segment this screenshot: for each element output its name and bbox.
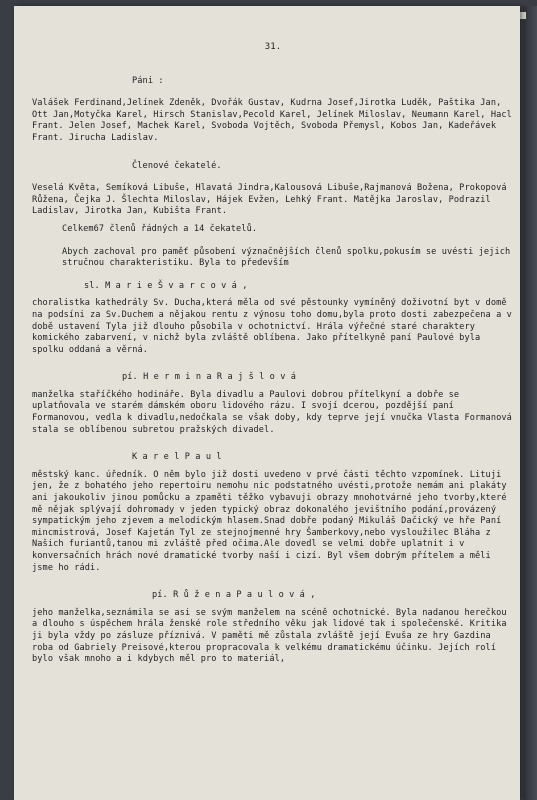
section-body-pani: Valášek Ferdinand,Jelínek Zdeněk, Dvořák Gustav, Kudrna Josef,Jirotka Luděk, Paštika Jan, Ott Jan,Motyčka Karel, Hirsch Stanislav,Pecold Karel, Jelínek Miloslav, Neumann Karel, Hacl Frant. Jelen Josef, Machek Karel, Svoboda Vojtěch, Svoboda Přemysl, Kobos Jan, Kadeřávek Frant. Jirucha Ladislav. bbox=[32, 98, 512, 143]
member-name-paul: K a r e l P a u l bbox=[132, 452, 222, 463]
member-name-paulova: pí. R ů ž e n a P a u l o v á , bbox=[152, 590, 316, 601]
total-line: Celkem67 členů řádných a 14 čekatelů. bbox=[62, 223, 258, 234]
member-body-paul: městský kanc. úředník. O něm bylo již dosti uvedeno v prvé části těchto vzpomínek. Lituji jen, že z bohatého jeho repertoiru nemohu nic podstatného uvésti,protože nemám ani plakáty ani jakoukoliv jinou pomůcku a zpaměti těžko vybavuji obrazy mnohotvárné jeho tvorby,které mě nějak splývají dohromady v jeden typický obraz dokonalého jevištního podání,provázený sympatickým jeho zjevem a melodickým hlasem.Snad dobře podaný Mikuláš Dačický ve hře Paní mincmistrová, Josef Kajetán Tyl ze stejnojmenné hry Šamberkovy,nebo vysloužilec Bláha z Našich furiantů,tanou mi zvláště před očima.Ale dovedl se velmi dobře uplatnit i v konversačních hrách nové dramatické tvorby naší i cizí. Byl všem dobrým přítelem a měli jsme ho rádi. bbox=[32, 469, 507, 573]
page-number: 31. bbox=[264, 42, 282, 52]
member-body-rajslova: manželka staříčkého hodináře. Byla divadlu a Paulovi dobrou přítelkyní a dobře se uplatňovala ve starém dámském oboru lidového rázu. I svojí dcerou, pozdější paní Formanovou, vedla k divadlu,nedočkala se však doby, kdy teprve její vnučka Vlasta Formanová stala se oblíbenou subretou pražských divadel. bbox=[32, 389, 512, 435]
section-heading-pani: Páni : bbox=[132, 75, 164, 86]
document-page bbox=[14, 6, 520, 800]
typewritten-text bbox=[32, 42, 514, 666]
section-heading-cekatele: Členové čekatelé. bbox=[132, 160, 222, 171]
section-body-cekatele: Veselá Květa, Semíková Libuše, Hlavatá Jindra,Kalousová Libuše,Rajmanová Božena, Prokopová Růžena, Čejka J. Šlechta Miloslav, Hájek Evžen, Lehký Frant. Matějka Jaroslav, Podrazil Ladislav, Jirotka Jan, Kubišta Frant. bbox=[32, 183, 507, 217]
member-name-svarcova: sl. M a r i e Š v a r c o v á , bbox=[84, 280, 248, 291]
member-body-svarcova: choralistka kathedrály Sv. Ducha,která měla od své pěstounky vymíněný doživotní byt v domě na podsíni za Sv.Duchem a nějakou rentu z výnosu toho domu,byla proto dosti zabezpečena a v době ustavení Tyla již dlouho působila v ochotnictví. Hrála výřečné staré charaktery komického zabarvení, v nichž byla zvláště oblíbena. Jako přítelkyně paní Paulové byla spolku oddaná a věrná. bbox=[32, 298, 512, 355]
member-body-paulova: jeho manželka,seznámila se asi se svým manželem na scéně ochotnické. Byla nadanou herečkou a dlouho s úspěchem hrála ženské role středního věku jak lidové tak i společenské. Kritika ji byla vždy po zásluze příznivá. V paměti mě zůstala zvláště její Evuša ze hry Gazdina roba od Gabriely Preisové,kterou propracovala k velkému dramatickému účinku. Jejích rolí bylo však mnoho a i kdybych měl pro to materiál, bbox=[32, 607, 507, 665]
background-edge bbox=[523, 6, 537, 800]
page-marker bbox=[520, 12, 526, 19]
intro-paragraph: Abych zachoval pro paměť působení význačnějších členů spolku,pokusím se uvésti jejich stručnou charakteristiku. Byla to především bbox=[62, 246, 511, 269]
member-name-rajslova: pí. H e r m i n a R a j š l o v á bbox=[122, 372, 297, 383]
